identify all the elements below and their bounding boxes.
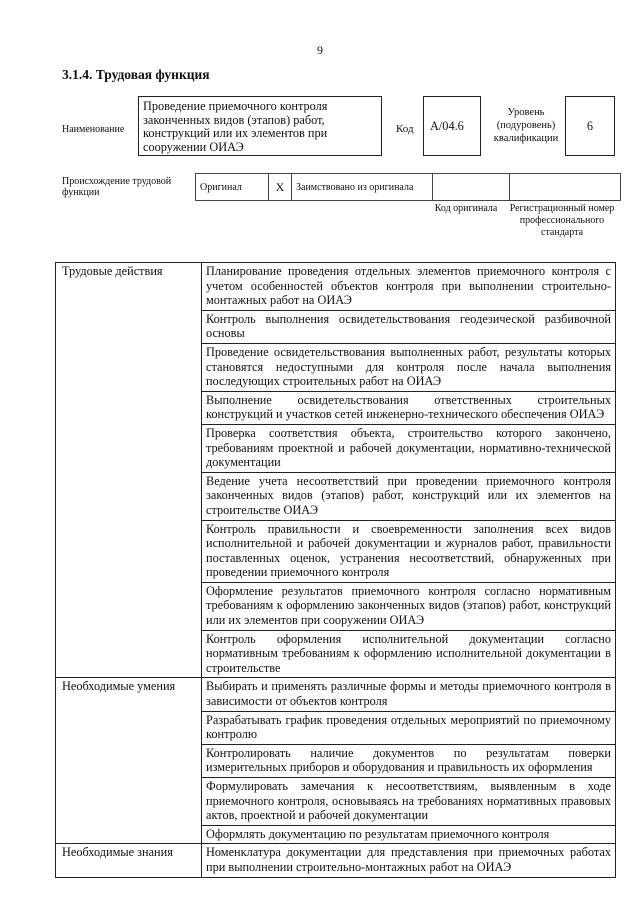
original-code-caption: Код оригинала bbox=[434, 203, 498, 214]
item-cell: Планирование проведения отдельных элементов приемочного контроля с учетом особенностей объектов контроля при выполнении строительно-монтажных работ на ОИАЭ bbox=[202, 263, 616, 311]
table-row bbox=[56, 844, 616, 877]
item-cell: Разрабатывать график проведения отдельных мероприятий по приемочному контролю bbox=[202, 711, 616, 744]
origin-label: Происхождение трудовой функции bbox=[62, 176, 172, 198]
borrowed-label: Заимствовано из оригинала bbox=[292, 174, 433, 201]
page-number: 9 bbox=[317, 43, 323, 57]
name-label: Наименование bbox=[62, 124, 125, 135]
item-cell: Проверка соответствия объекта, строительство которого закончено, требованиям проектной и рабочей документации, нормативно-технической документации bbox=[202, 424, 616, 472]
section-title: 3.1.4. Трудовая функция bbox=[62, 67, 210, 82]
labor-function-table bbox=[55, 262, 616, 878]
item-cell: Выбирать и применять различные формы и методы приемочного контроля в зависимости от объектов контроля bbox=[202, 678, 616, 711]
item-cell: Выполнение освидетельствования ответственных строительных конструкций и участков сетей инженерно-технического обеспечения ОИАЭ bbox=[202, 391, 616, 424]
code-label: Код bbox=[396, 123, 414, 135]
item-cell: Контроль оформления исполнительной документации согласно нормативным требованиям к оформлению исполнительной документации в строительстве bbox=[202, 630, 616, 678]
item-cell: Проведение освидетельствования выполненных работ, результаты которых становятся недоступными для контроля после начала выполнения последующих строительных работ на ОИАЭ bbox=[202, 343, 616, 391]
qualification-level-box: 6 bbox=[565, 96, 615, 156]
category-cell: Трудовые действия bbox=[56, 263, 202, 678]
item-cell: Оформление результатов приемочного контроля согласно нормативным требованиям к оформлению законченных видов (этапов) работ, конструкций или их элементов при сооружении ОИАЭ bbox=[202, 582, 616, 630]
original-mark: X bbox=[269, 174, 292, 201]
item-cell: Контроль правильности и своевременности заполнения всех видов исполнительной и рабочей документации и журналов работ, правильности поставленных оценок, устранения несоответствий, обнаруженных при проведении приемочного контроля bbox=[202, 520, 616, 582]
original-code-cell bbox=[433, 174, 510, 201]
item-cell: Контроль выполнения освидетельствования геодезической разбивочной основы bbox=[202, 310, 616, 343]
registration-number-caption: Регистрационный номер профессионального стандарта bbox=[509, 203, 615, 238]
category-cell: Необходимые знания bbox=[56, 844, 202, 877]
item-cell: Номенклатура документации для представления при приемочных работах при выполнении строительно-монтажных работ на ОИАЭ bbox=[202, 844, 616, 877]
item-cell: Формулировать замечания к несоответствиям, выявленным в ходе приемочного контроля, основываясь на требованиях нормативных правовых актов, проектной и рабочей документации bbox=[202, 778, 616, 826]
code-value-box: A/04.6 bbox=[423, 96, 481, 156]
item-cell: Контролировать наличие документов по результатам поверки измерительных приборов и оборудования и правильность их оформления bbox=[202, 744, 616, 777]
origin-table bbox=[195, 173, 621, 201]
item-cell: Ведение учета несоответствий при проведении приемочного контроля законченных видов (этапов) работ, конструкций или их элементов на строительстве ОИАЭ bbox=[202, 472, 616, 520]
category-cell: Необходимые умения bbox=[56, 678, 202, 844]
registration-number-cell bbox=[510, 174, 621, 201]
table-row bbox=[56, 678, 616, 711]
table-row bbox=[56, 263, 616, 311]
item-cell: Оформлять документацию по результатам приемочного контроля bbox=[202, 825, 616, 844]
qualification-level-label: Уровень (подуровень) квалификации bbox=[493, 107, 559, 144]
function-name-box: Проведение приемочного контроля законченных видов (этапов) работ, конструкций или их элементов при сооружении ОИАЭ bbox=[138, 96, 382, 156]
original-label: Оригинал bbox=[196, 174, 269, 201]
